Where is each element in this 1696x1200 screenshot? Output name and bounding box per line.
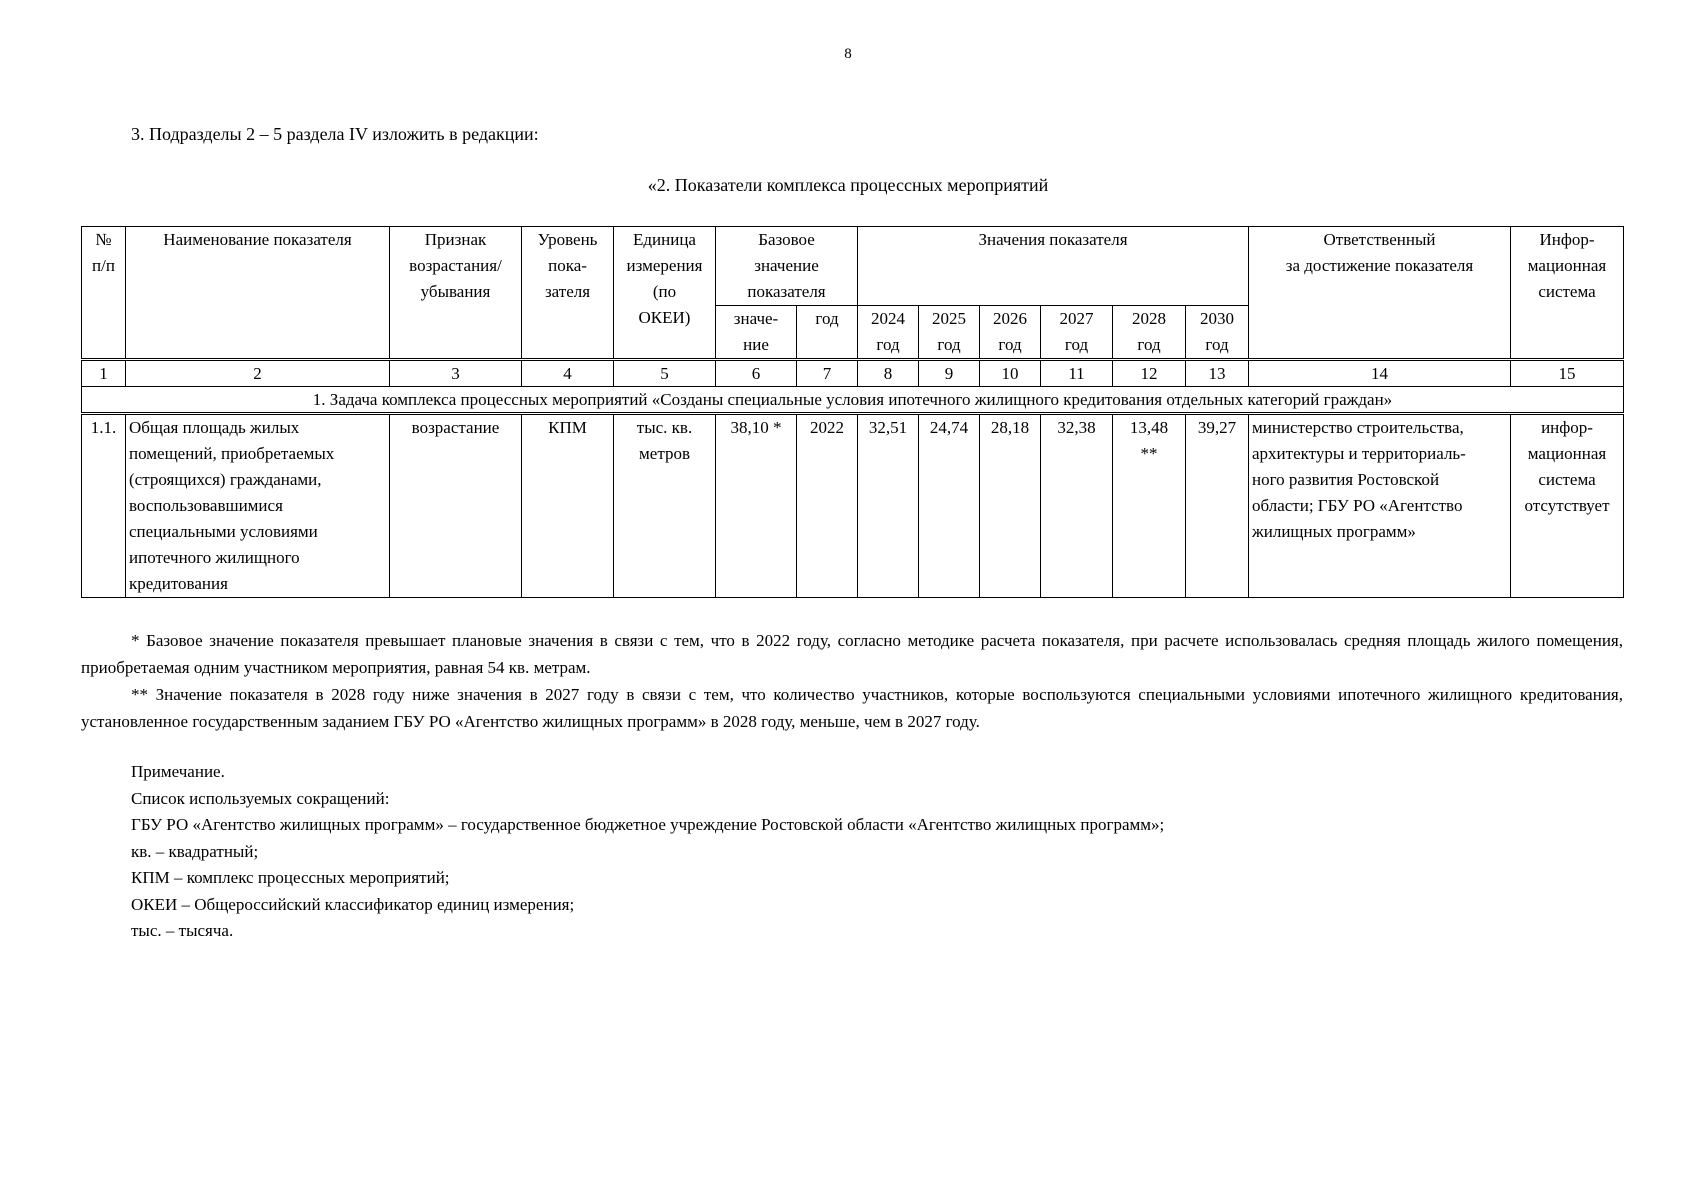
row-sign: возрастание: [390, 414, 522, 598]
column-number: 10: [980, 360, 1041, 387]
footnotes: [81, 627, 1623, 735]
row-value-2025: 24,74: [919, 414, 980, 598]
table-row: [82, 414, 1624, 598]
header-level: Уровень пока- зателя: [522, 227, 614, 360]
row-info-system: инфор- мационная система отсутствует: [1511, 414, 1624, 598]
row-level: КПМ: [522, 414, 614, 598]
remark-block: [131, 759, 1164, 945]
row-base-value: 38,10 *: [716, 414, 797, 598]
row-base-year: 2022: [797, 414, 858, 598]
table-title: «2. Показатели комплекса процессных мероприятий: [647, 175, 1049, 195]
abbreviation-item: кв. – квадратный;: [131, 841, 259, 861]
intro-text: 3. Подразделы 2 – 5 раздела IV изложить в редакции:: [131, 124, 539, 144]
header-year-2027: 2027 год: [1041, 306, 1113, 360]
header-base: Базовое значение показателя: [716, 227, 858, 306]
table-header-row: [82, 227, 1624, 306]
header-sign: Признак возрастания/ убывания: [390, 227, 522, 360]
column-number: 12: [1113, 360, 1186, 387]
column-number: 2: [126, 360, 390, 387]
column-number: 13: [1186, 360, 1249, 387]
column-number: 15: [1511, 360, 1624, 387]
header-year-2024: 2024 год: [858, 306, 919, 360]
header-year-2025: 2025 год: [919, 306, 980, 360]
header-year-2028: 2028 год: [1113, 306, 1186, 360]
abbreviation-item: ГБУ РО «Агентство жилищных программ» – государственное бюджетное учреждение Ростовской области «Агентство жилищных программ»;: [131, 815, 1165, 834]
row-value-2030: 39,27: [1186, 414, 1249, 598]
row-indicator-name: Общая площадь жилых помещений, приобретаемых (строящихся) гражданами, воспользовавшимися специальными условиями ипотечного жилищного кредитования: [126, 414, 390, 598]
footnote: ** Значение показателя в 2028 году ниже значения в 2027 году в связи с тем, что количество участников, которые воспользуются специальными условиями ипотечного жилищного кредитования, установленное государственным заданием ГБУ РО «Агентство жилищных программ» в 2028 году, меньше, чем в 2027 году.: [81, 685, 1623, 731]
header-year-2030: 2030 год: [1186, 306, 1249, 360]
row-responsible: министерство строительства, архитектуры и территориаль- ного развития Ростовской области; ГБУ РО «Агентство жилищных программ»: [1249, 414, 1511, 598]
column-number: 3: [390, 360, 522, 387]
page-number: 8: [844, 46, 852, 62]
header-name: Наименование показателя: [126, 227, 390, 360]
abbreviation-item: КПМ – комплекс процессных мероприятий;: [131, 868, 450, 887]
column-number: 14: [1249, 360, 1511, 387]
row-value-2026: 28,18: [980, 414, 1041, 598]
header-year-2026: 2026 год: [980, 306, 1041, 360]
header-info-system: Инфор- мационная система: [1511, 227, 1624, 360]
header-values: Значения показателя: [858, 227, 1249, 306]
row-unit: тыс. кв. метров: [614, 414, 716, 598]
row-value-2024: 32,51: [858, 414, 919, 598]
footnote: * Базовое значение показателя превышает плановые значения в связи с тем, что в 2022 году, согласно методике расчета показателя, при расчете использовалась средняя площадь жилого помещения, приобретаемая одним участником мероприятия, равная 54 кв. метрам.: [81, 631, 1623, 677]
abbreviation-item: ОКЕИ – Общероссийский классификатор единиц измерения;: [131, 894, 575, 914]
header-responsible: Ответственный за достижение показателя: [1249, 227, 1511, 360]
task-title: 1. Задача комплекса процессных мероприятий «Созданы специальные условия ипотечного жилищного кредитования отдельных категорий граждан»: [82, 387, 1624, 414]
row-value-2028: 13,48 **: [1113, 414, 1186, 598]
task-row: [82, 387, 1624, 414]
column-number: 4: [522, 360, 614, 387]
column-numbers-row: [82, 360, 1624, 387]
remark-title: Примечание.: [131, 762, 225, 781]
row-value-2027: 32,38: [1041, 414, 1113, 598]
column-number: 9: [919, 360, 980, 387]
remark-subtitle: Список используемых сокращений:: [131, 788, 390, 808]
column-number: 11: [1041, 360, 1113, 387]
indicators-table: [81, 226, 1624, 598]
footnote-mark: **: [1140, 444, 1158, 463]
column-number: 8: [858, 360, 919, 387]
column-number: 7: [797, 360, 858, 387]
header-unit: Единица измерения (по ОКЕИ): [614, 227, 716, 360]
column-number: 5: [614, 360, 716, 387]
header-base-year: год: [797, 306, 858, 360]
header-num: № п/п: [82, 227, 126, 360]
header-base-value: значе- ние: [716, 306, 797, 360]
column-number: 1: [82, 360, 126, 387]
abbreviation-item: тыс. – тысяча.: [131, 921, 234, 940]
column-number: 6: [716, 360, 797, 387]
row-num: 1.1.: [82, 414, 126, 598]
